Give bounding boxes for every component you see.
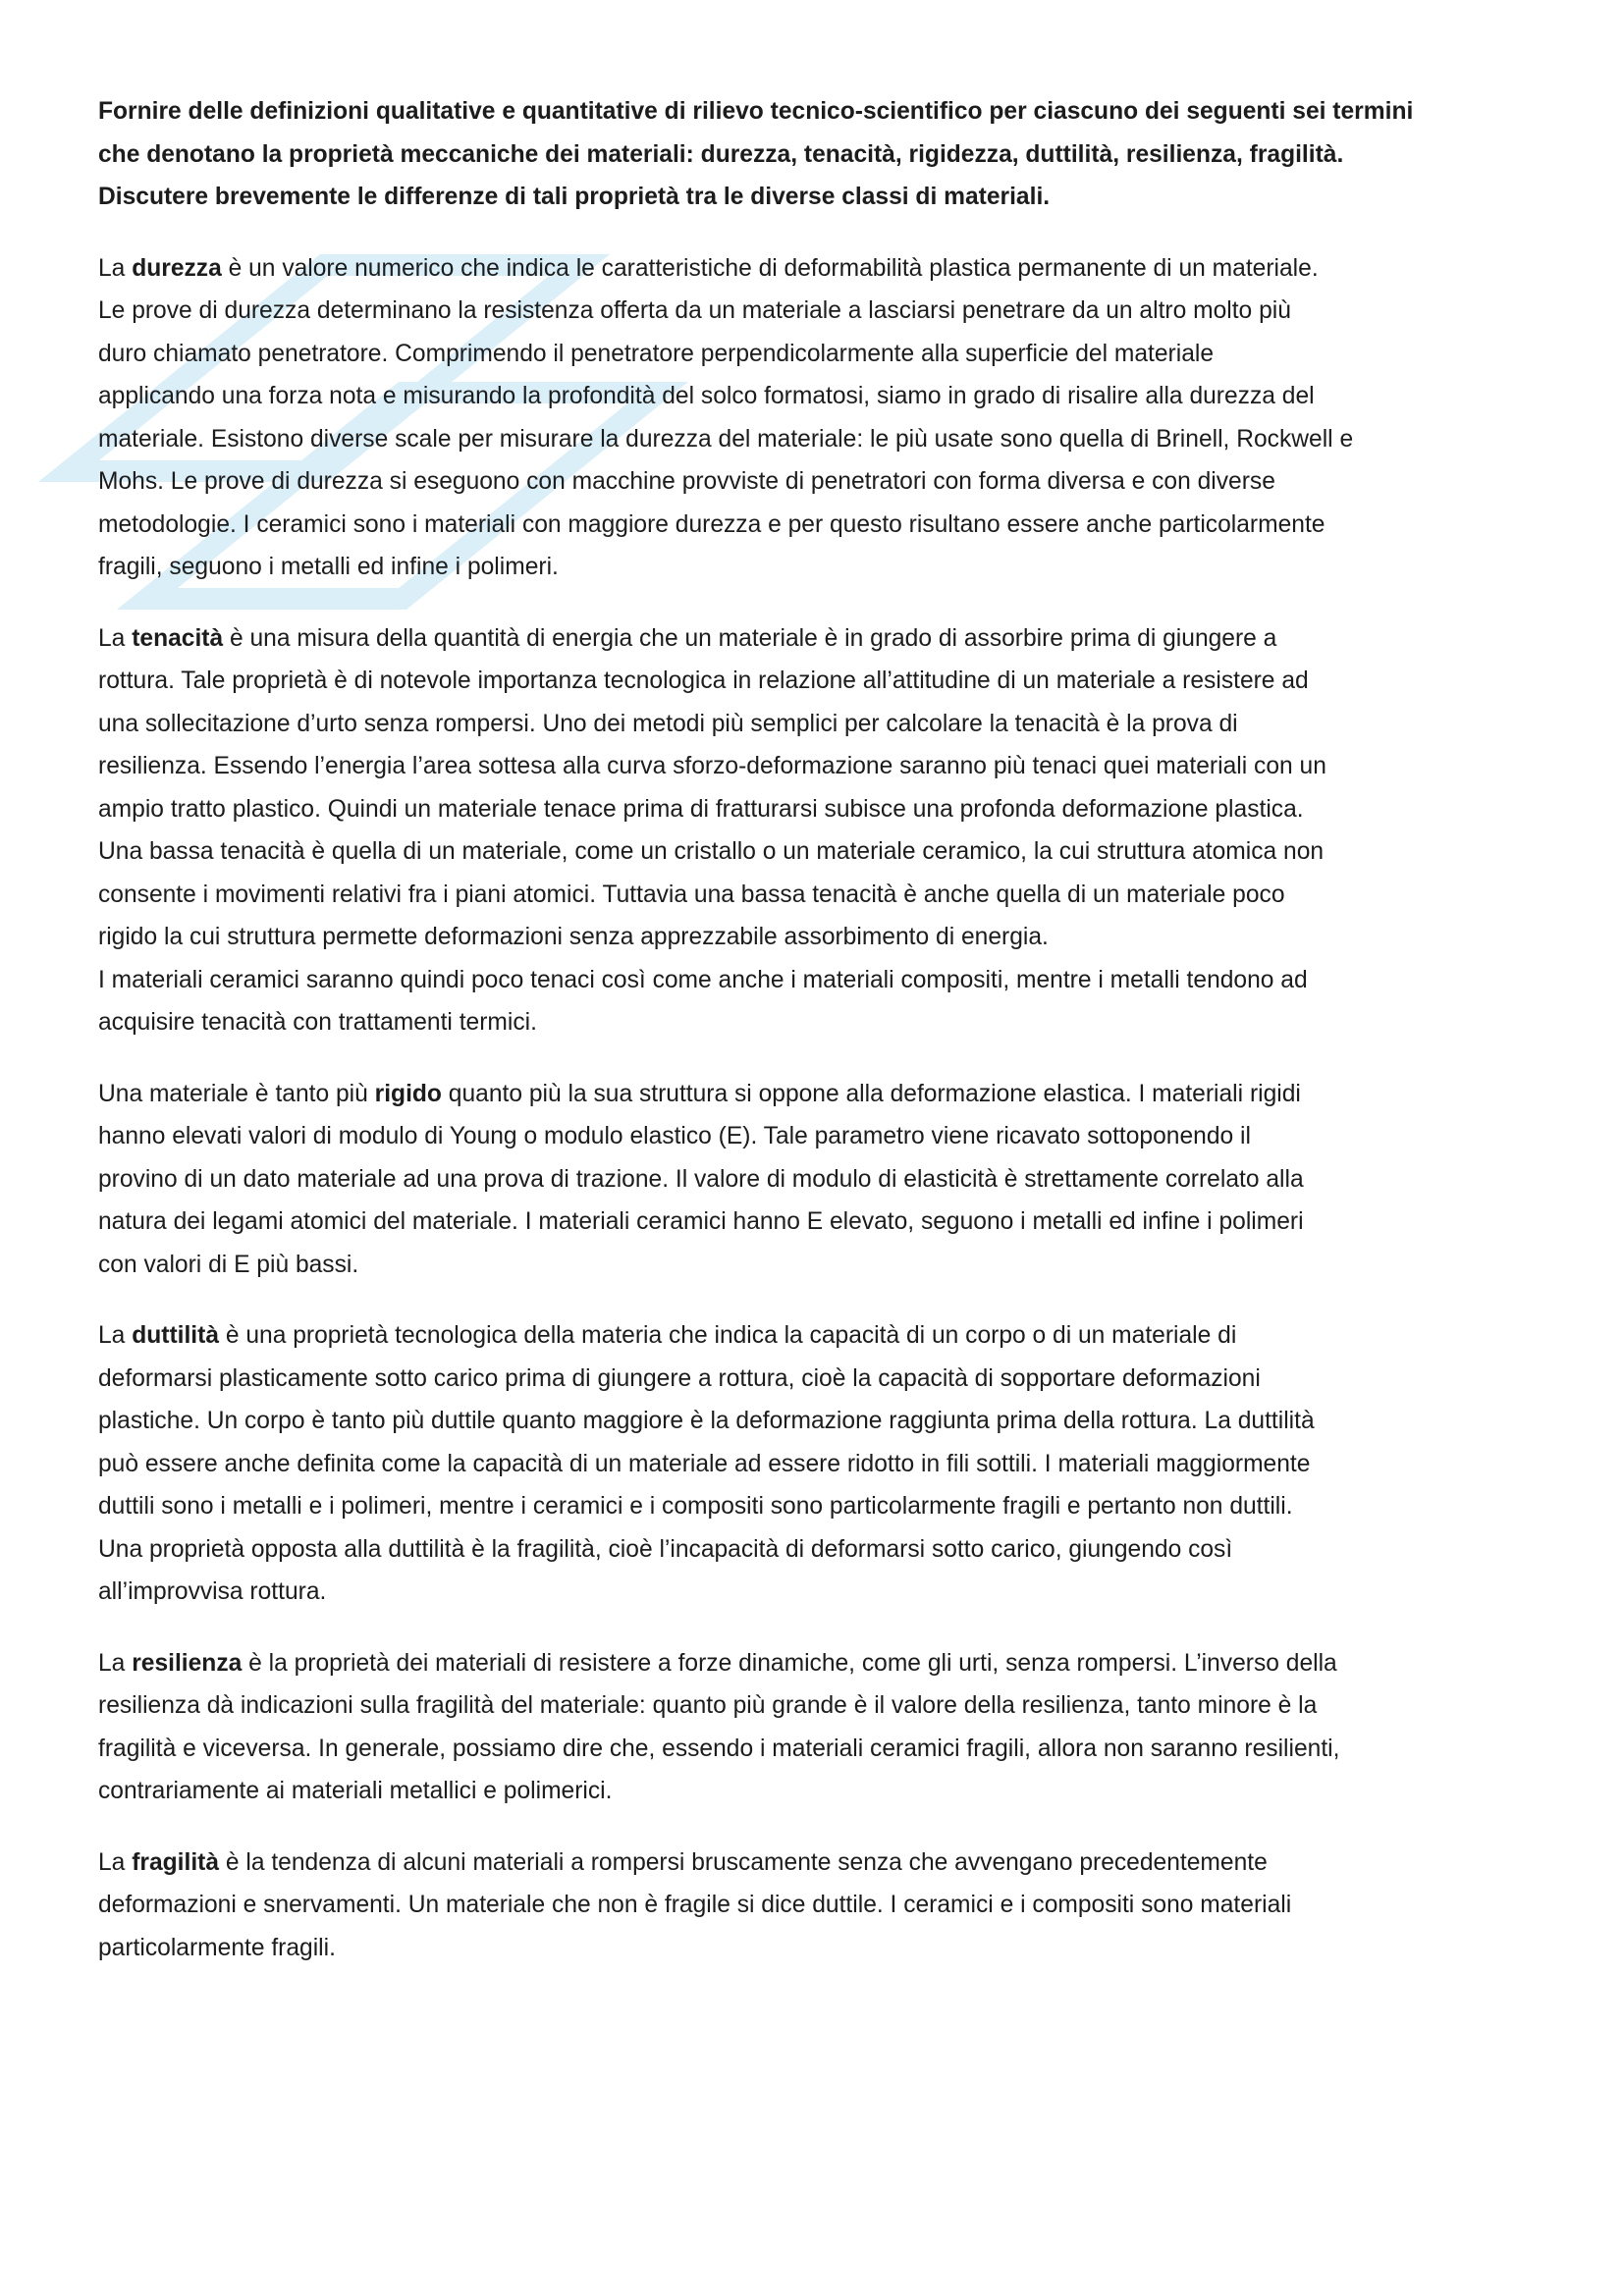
term-duttilita: duttilità	[132, 1322, 219, 1349]
paragraph-line: all’improvvisa rottura.	[98, 1578, 327, 1605]
paragraph-first-line: La fragilità è la tendenza di alcuni materiali a rompersi bruscamente senza che avvengano precedentemente	[98, 1848, 1268, 1876]
term-tenacita: tenacità	[132, 624, 224, 652]
paragraph-line: ampio tratto plastico. Quindi un materiale tenace prima di fratturarsi subisce una profonda deformazione plastica.	[98, 795, 1304, 823]
paragraph-line: I materiali ceramici saranno quindi poco tenaci così come anche i materiali compositi, mentre i metalli tendono ad	[98, 966, 1308, 993]
paragraph-line: acquisire tenacità con trattamenti termici.	[98, 1009, 537, 1036]
paragraph-first-line: La durezza è un valore numerico che indica le caratteristiche di deformabilità plastica permanente di un materiale.	[98, 254, 1319, 282]
question-heading	[98, 90, 1537, 219]
paragraph-line: duro chiamato penetratore. Comprimendo il penetratore perpendicolarmente alla superficie del materiale	[98, 340, 1215, 367]
paragraph-line: provino di un dato materiale ad una prova di trazione. Il valore di modulo di elasticità è strettamente correlato alla	[98, 1165, 1304, 1193]
paragraph-line: Una bassa tenacità è quella di un materiale, come un cristallo o un materiale ceramico, la cui struttura atomica non	[98, 838, 1325, 865]
question-line: che denotano la proprietà meccaniche dei materiali: durezza, tenacità, rigidezza, duttilità, resilienza, fragilità.	[98, 140, 1344, 168]
paragraph-line: può essere anche definita come la capacità di un materiale ad essere ridotto in fili sottili. I materiali maggiormente	[98, 1450, 1311, 1477]
paragraph-line: applicando una forza nota e misurando la profondità del solco formatosi, siamo in grado di risalire alla durezza del	[98, 383, 1315, 409]
question-line: Discutere brevemente le differenze di tali proprietà tra le diverse classi di materiali.	[98, 184, 1051, 210]
paragraph-rigido	[98, 1073, 1537, 1287]
paragraph-line: deformazioni e snervamenti. Un materiale che non è fragile si dice duttile. I ceramici e i compositi sono materiali	[98, 1892, 1292, 1918]
paragraph-line: una sollecitazione d’urto senza rompersi. Uno dei metodi più semplici per calcolare la tenacità è la prova di	[98, 710, 1238, 737]
question-line: Fornire delle definizioni qualitative e quantitative di rilievo tecnico-scientifico per ciascuno dei seguenti sei termini	[98, 98, 1414, 125]
paragraph-line: rottura. Tale proprietà è di notevole importanza tecnologica in relazione all’attitudine di un materiale a resistere ad	[98, 667, 1309, 694]
paragraph-line: duttili sono i metalli e i polimeri, mentre i ceramici e i compositi sono particolarmente fragili e pertanto non duttili.	[98, 1493, 1293, 1520]
paragraph-line: hanno elevati valori di modulo di Young o modulo elastico (E). Tale parametro viene ricavato sottoponendo il	[98, 1123, 1251, 1149]
paragraph-durezza	[98, 247, 1537, 589]
term-rigido: rigido	[374, 1080, 442, 1107]
paragraph-first-line: La tenacità è una misura della quantità di energia che un materiale è in grado di assorbire prima di giungere a	[98, 624, 1277, 652]
paragraph-line: metodologie. I ceramici sono i materiali con maggiore durezza e per questo risultano essere anche particolarmente	[98, 510, 1325, 538]
paragraph-line: fragili, seguono i metalli ed infine i polimeri.	[98, 554, 559, 580]
paragraph-first-line: La resilienza è la proprietà dei materiali di resistere a forze dinamiche, come gli urti, senza rompersi. L’inverso della	[98, 1649, 1337, 1677]
paragraph-line: consente i movimenti relativi fra i piani atomici. Tuttavia una bassa tenacità è anche quella di un materiale poco	[98, 881, 1285, 908]
paragraph-line: Una proprietà opposta alla duttilità è la fragilità, cioè l’incapacità di deformarsi sotto carico, giungendo così	[98, 1535, 1233, 1563]
paragraph-fragilita	[98, 1842, 1537, 1970]
paragraph-first-line: Una materiale è tanto più rigido quanto più la sua struttura si oppone alla deformazione elastica. I materiali rigidi	[98, 1080, 1301, 1107]
paragraph-line: rigido la cui struttura permette deformazioni senza apprezzabile assorbimento di energia.	[98, 924, 1049, 950]
term-durezza: durezza	[132, 254, 222, 282]
paragraph-first-line: La duttilità è una proprietà tecnologica della materia che indica la capacità di un corpo o di un materiale di	[98, 1322, 1237, 1349]
paragraph-line: Mohs. Le prove di durezza si eseguono con macchine provviste di penetratori con forma diversa e con diverse	[98, 468, 1275, 495]
paragraph-line: natura dei legami atomici del materiale. I materiali ceramici hanno E elevato, seguono i metalli ed infine i polimeri	[98, 1208, 1304, 1235]
paragraph-line: resilienza. Essendo l’energia l’area sottesa alla curva sforzo-deformazione saranno più tenaci quei materiali con un	[98, 753, 1326, 779]
paragraph-line: plastiche. Un corpo è tanto più duttile quanto maggiore è la deformazione raggiunta prima della rottura. La duttilità	[98, 1408, 1315, 1434]
paragraph-line: materiale. Esistono diverse scale per misurare la durezza del materiale: le più usate sono quella di Brinell, Rockwell e	[98, 425, 1354, 453]
paragraph-line: contrariamente ai materiali metallici e polimerici.	[98, 1778, 613, 1804]
paragraph-line: particolarmente fragili.	[98, 1934, 336, 1961]
paragraph-line: con valori di E più bassi.	[98, 1251, 359, 1278]
term-resilienza: resilienza	[132, 1649, 243, 1677]
paragraph-line: Le prove di durezza determinano la resistenza offerta da un materiale a lasciarsi penetrare da un altro molto più	[98, 297, 1291, 324]
paragraph-line: fragilità e viceversa. In generale, possiamo dire che, essendo i materiali ceramici fragili, allora non saranno resilienti,	[98, 1735, 1340, 1762]
paragraph-resilienza	[98, 1642, 1537, 1813]
paragraph-line: resilienza dà indicazioni sulla fragilità del materiale: quanto più grande è il valore della resilienza, tanto minore è la	[98, 1692, 1318, 1719]
paragraph-tenacita	[98, 617, 1537, 1044]
paragraph-line: deformarsi plasticamente sotto carico prima di giungere a rottura, cioè la capacità di sopportare deformazioni	[98, 1364, 1261, 1392]
paragraph-duttilita	[98, 1314, 1537, 1614]
document-page	[98, 90, 1537, 1998]
term-fragilita: fragilità	[132, 1848, 220, 1876]
